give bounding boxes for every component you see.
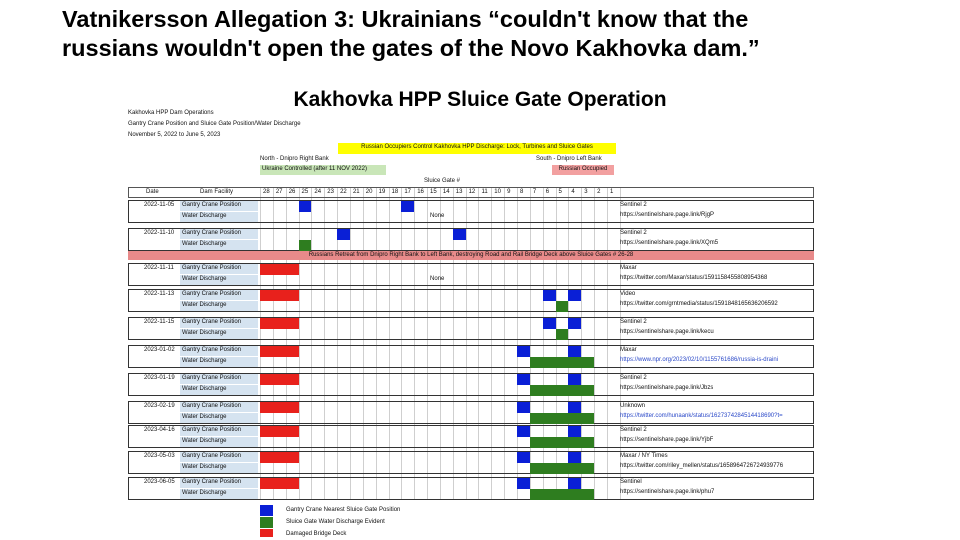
crane-cell [517,402,530,413]
gate-number-header: 13 [455,189,463,195]
chart-title: Kakhovka HPP Sluice Gate Operation [293,88,667,111]
source-link: https://twitter.com/Maxar/status/1591158455808954368 [620,275,768,281]
water-cell [581,413,594,424]
source-link: https://twitter.com/riley_mellen/status/1658964726724939776 [620,463,784,469]
water-cell [530,489,543,500]
damaged-deck-cell [260,318,273,329]
row-label-water: Water Discharge [180,463,258,473]
water-cell [299,240,312,251]
crane-cell [517,478,530,489]
damaged-deck-cell [286,318,299,329]
water-cell [530,437,543,448]
damaged-deck-cell [286,478,299,489]
source-label: Maxar [620,265,637,271]
water-cell [543,437,556,448]
row-label-crane: Gantry Crane Position [180,318,258,328]
source-link: https://sentinelshare.page.link/RjgP [620,212,715,218]
gate-number-header: 17 [404,189,412,195]
crane-cell [453,229,466,240]
damaged-deck-cell [273,264,286,275]
row-date: 2022-11-11 [144,265,174,271]
water-cell [530,413,543,424]
crane-cell [517,426,530,437]
gate-number-header: 4 [571,189,575,195]
south-bank-label: South - Dnipro Left Bank [536,156,602,162]
row-label-water: Water Discharge [180,489,258,499]
water-cell [556,385,569,396]
damaged-deck-cell [273,374,286,385]
source-link: https://sentinelshare.page.link/phu7 [620,489,715,495]
col-facility-header: Dam Facility [200,189,234,195]
source-label: Maxar [620,347,637,353]
gate-number-header: 22 [340,189,347,195]
water-cell [581,357,594,368]
source-link: https://sentinelshare.page.link/kecu [620,329,714,335]
water-cell [543,357,556,368]
row-label-water: Water Discharge [180,437,258,447]
crane-cell [543,290,556,301]
row-label-water: Water Discharge [180,357,258,367]
source-label: Maxar / NY Times [620,453,668,459]
water-cell [530,463,543,474]
crane-cell [568,290,581,301]
source-label: Sentinel 2 [620,427,647,433]
water-cell [556,329,569,340]
gate-number-header: 6 [545,189,550,195]
legend-label: Gantry Crane Nearest Sluice Gate Position [286,507,401,513]
water-cell [530,385,543,396]
row-label-crane: Gantry Crane Position [180,264,258,274]
crane-cell [299,201,312,212]
row-label-crane: Gantry Crane Position [180,478,258,488]
crane-cell [517,374,530,385]
row-label-water: Water Discharge [180,301,258,311]
gate-number-header: 26 [288,189,296,195]
water-cell [568,463,581,474]
spreadsheet-image [124,107,814,537]
gate-number-header: 5 [558,189,562,195]
water-cell [568,357,581,368]
gate-number-header: 14 [442,189,450,195]
row-label-water: Water Discharge [180,413,258,423]
row-date: 2023-04-16 [144,427,175,433]
gate-number-header: 25 [301,189,309,195]
damaged-deck-cell [273,402,286,413]
row-label-crane: Gantry Crane Position [180,452,258,462]
row-date: 2023-05-03 [144,453,175,459]
sluice-gate-header: Sluice Gate # [424,178,461,184]
source-link: https://www.npr.org/2023/02/10/1155761686/russia-is-draini [620,357,778,363]
row-label-crane: Gantry Crane Position [180,229,258,239]
retreat-banner: Russians Retreat from Dnipro Right Bank to Left Bank, destroying Road and Rail Bridge Deck above Sluice Gates # 26-28 [128,251,814,260]
gate-number-header: 27 [275,189,283,195]
damaged-deck-cell [260,346,273,357]
row-label-water: Water Discharge [180,275,258,285]
gate-number-header: 9 [507,189,511,195]
row-label-crane: Gantry Crane Position [180,290,258,300]
row-date: 2022-11-10 [144,230,175,236]
gate-number-header: 3 [584,189,588,195]
water-cell [556,437,569,448]
russian-occupied-label: Russian Occupied [552,165,614,175]
damaged-deck-cell [273,318,286,329]
crane-cell [568,426,581,437]
water-cell [556,489,569,500]
water-cell [556,413,569,424]
damaged-deck-cell [260,264,273,275]
water-cell [543,489,556,500]
water-cell [581,385,594,396]
crane-cell [568,452,581,463]
gate-number-header: 24 [314,189,322,195]
source-label: Sentinel 2 [620,319,647,325]
slide-title-line-2: russians wouldn't open the gates of the Novo Kakhovka dam.” [62,35,760,61]
row-date: 2022-11-13 [144,291,175,297]
legend-label: Sluice Gate Water Discharge Evident [286,519,385,525]
crane-cell [568,318,581,329]
damaged-deck-cell [260,426,273,437]
gate-number-header: 21 [352,189,360,195]
water-cell [568,413,581,424]
gate-number-header: 28 [263,189,270,195]
gate-number-header: 18 [391,189,399,195]
gate-number-header: 11 [481,189,488,195]
source-link: https://sentinelshare.page.link/XQm5 [620,240,719,246]
row-label-crane: Gantry Crane Position [180,374,258,384]
source-label: Sentinel 2 [620,375,647,381]
crane-cell [568,402,581,413]
slide-title [62,5,942,63]
row-date: 2023-01-02 [144,347,175,353]
row-label-crane: Gantry Crane Position [180,346,258,356]
legend-swatch [260,505,273,516]
yellow-banner: Russian Occupiers Control Kakhovka HPP Discharge: Lock, Turbines and Sluice Gates [338,143,616,154]
row-label-crane: Gantry Crane Position [180,426,258,436]
source-link: https://sentinelshare.page.link/Jbzs [620,385,714,391]
gate-number-header: 10 [494,189,501,195]
row-date: 2023-06-05 [144,479,175,485]
source-label: Video [620,291,636,297]
water-cell [568,489,581,500]
row-label-water: Water Discharge [180,212,258,222]
damaged-deck-cell [286,402,299,413]
source-label: Sentinel 2 [620,202,647,208]
water-cell [530,357,543,368]
sheet-meta-1: Kakhovka HPP Dam Operations [128,110,214,116]
gate-number-header: 15 [430,189,437,195]
ukraine-controlled-label: Ukraine Controlled (after 11 NOV 2022) [260,165,386,175]
row-date: 2022-11-05 [144,202,175,208]
crane-cell [337,229,350,240]
row-label-water: Water Discharge [180,329,258,339]
damaged-deck-cell [260,452,273,463]
source-link: https://sentinelshare.page.link/YjbF [620,437,714,443]
damaged-deck-cell [286,452,299,463]
legend-label: Damaged Bridge Deck [286,531,347,537]
water-cell [568,437,581,448]
gate-number-header: 12 [468,189,476,195]
damaged-deck-cell [273,426,286,437]
water-cell [581,437,594,448]
damaged-deck-cell [273,346,286,357]
damaged-deck-cell [273,478,286,489]
water-cell [543,463,556,474]
row-label-crane: Gantry Crane Position [180,402,258,412]
gate-number-header: 8 [520,189,524,195]
sheet-meta-2: Gantry Crane Position and Sluice Gate Position/Water Discharge [128,121,301,127]
row-date: 2023-02-19 [144,403,175,409]
crane-cell [543,318,556,329]
none-label: None [430,213,445,219]
damaged-deck-cell [286,290,299,301]
source-link: https://twitter.com/grntmedia/status/1591848165636206592 [620,301,778,307]
crane-cell [568,374,581,385]
gate-number-header: 2 [597,189,601,195]
gate-number-header: 1 [609,189,614,195]
legend-swatch [260,517,273,528]
crane-cell [568,346,581,357]
water-cell [556,301,569,312]
water-cell [556,357,569,368]
water-cell [581,489,594,500]
sheet-meta-3: November 5, 2022 to June 5, 2023 [128,132,221,138]
row-label-water: Water Discharge [180,385,258,395]
damaged-deck-cell [260,478,273,489]
gate-number-header: 16 [417,189,424,195]
source-link: https://twitter.com/hunaank/status/1627374284514418690?t= [620,413,783,419]
col-date-header: Date [146,189,159,195]
legend-swatch [260,529,273,537]
damaged-deck-cell [273,290,286,301]
gate-number-header: 20 [365,189,373,195]
damaged-deck-cell [286,374,299,385]
crane-cell [517,452,530,463]
source-label: Sentinel 2 [620,230,647,236]
row-label-crane: Gantry Crane Position [180,201,258,211]
row-date: 2022-11-15 [144,319,175,325]
damaged-deck-cell [260,402,273,413]
slide-title-line-1: Vatnikersson Allegation 3: Ukrainians “couldn't know that the [62,6,749,32]
damaged-deck-cell [286,346,299,357]
source-label: Unknown [620,403,646,409]
none-label: None [430,276,445,282]
damaged-deck-cell [273,452,286,463]
row-date: 2023-01-19 [144,375,175,381]
crane-cell [517,346,530,357]
water-cell [581,463,594,474]
crane-cell [568,478,581,489]
damaged-deck-cell [286,264,299,275]
damaged-deck-cell [286,426,299,437]
gate-number-header: 19 [378,189,386,195]
north-bank-label: North - Dnipro Right Bank [260,156,329,162]
water-cell [568,385,581,396]
water-cell [543,385,556,396]
row-label-water: Water Discharge [180,240,258,250]
water-cell [556,463,569,474]
damaged-deck-cell [260,374,273,385]
water-cell [543,413,556,424]
source-label: Sentinel [620,479,642,485]
crane-cell [401,201,414,212]
gate-number-header: 23 [327,189,334,195]
damaged-deck-cell [260,290,273,301]
gate-number-header: 7 [532,189,537,195]
